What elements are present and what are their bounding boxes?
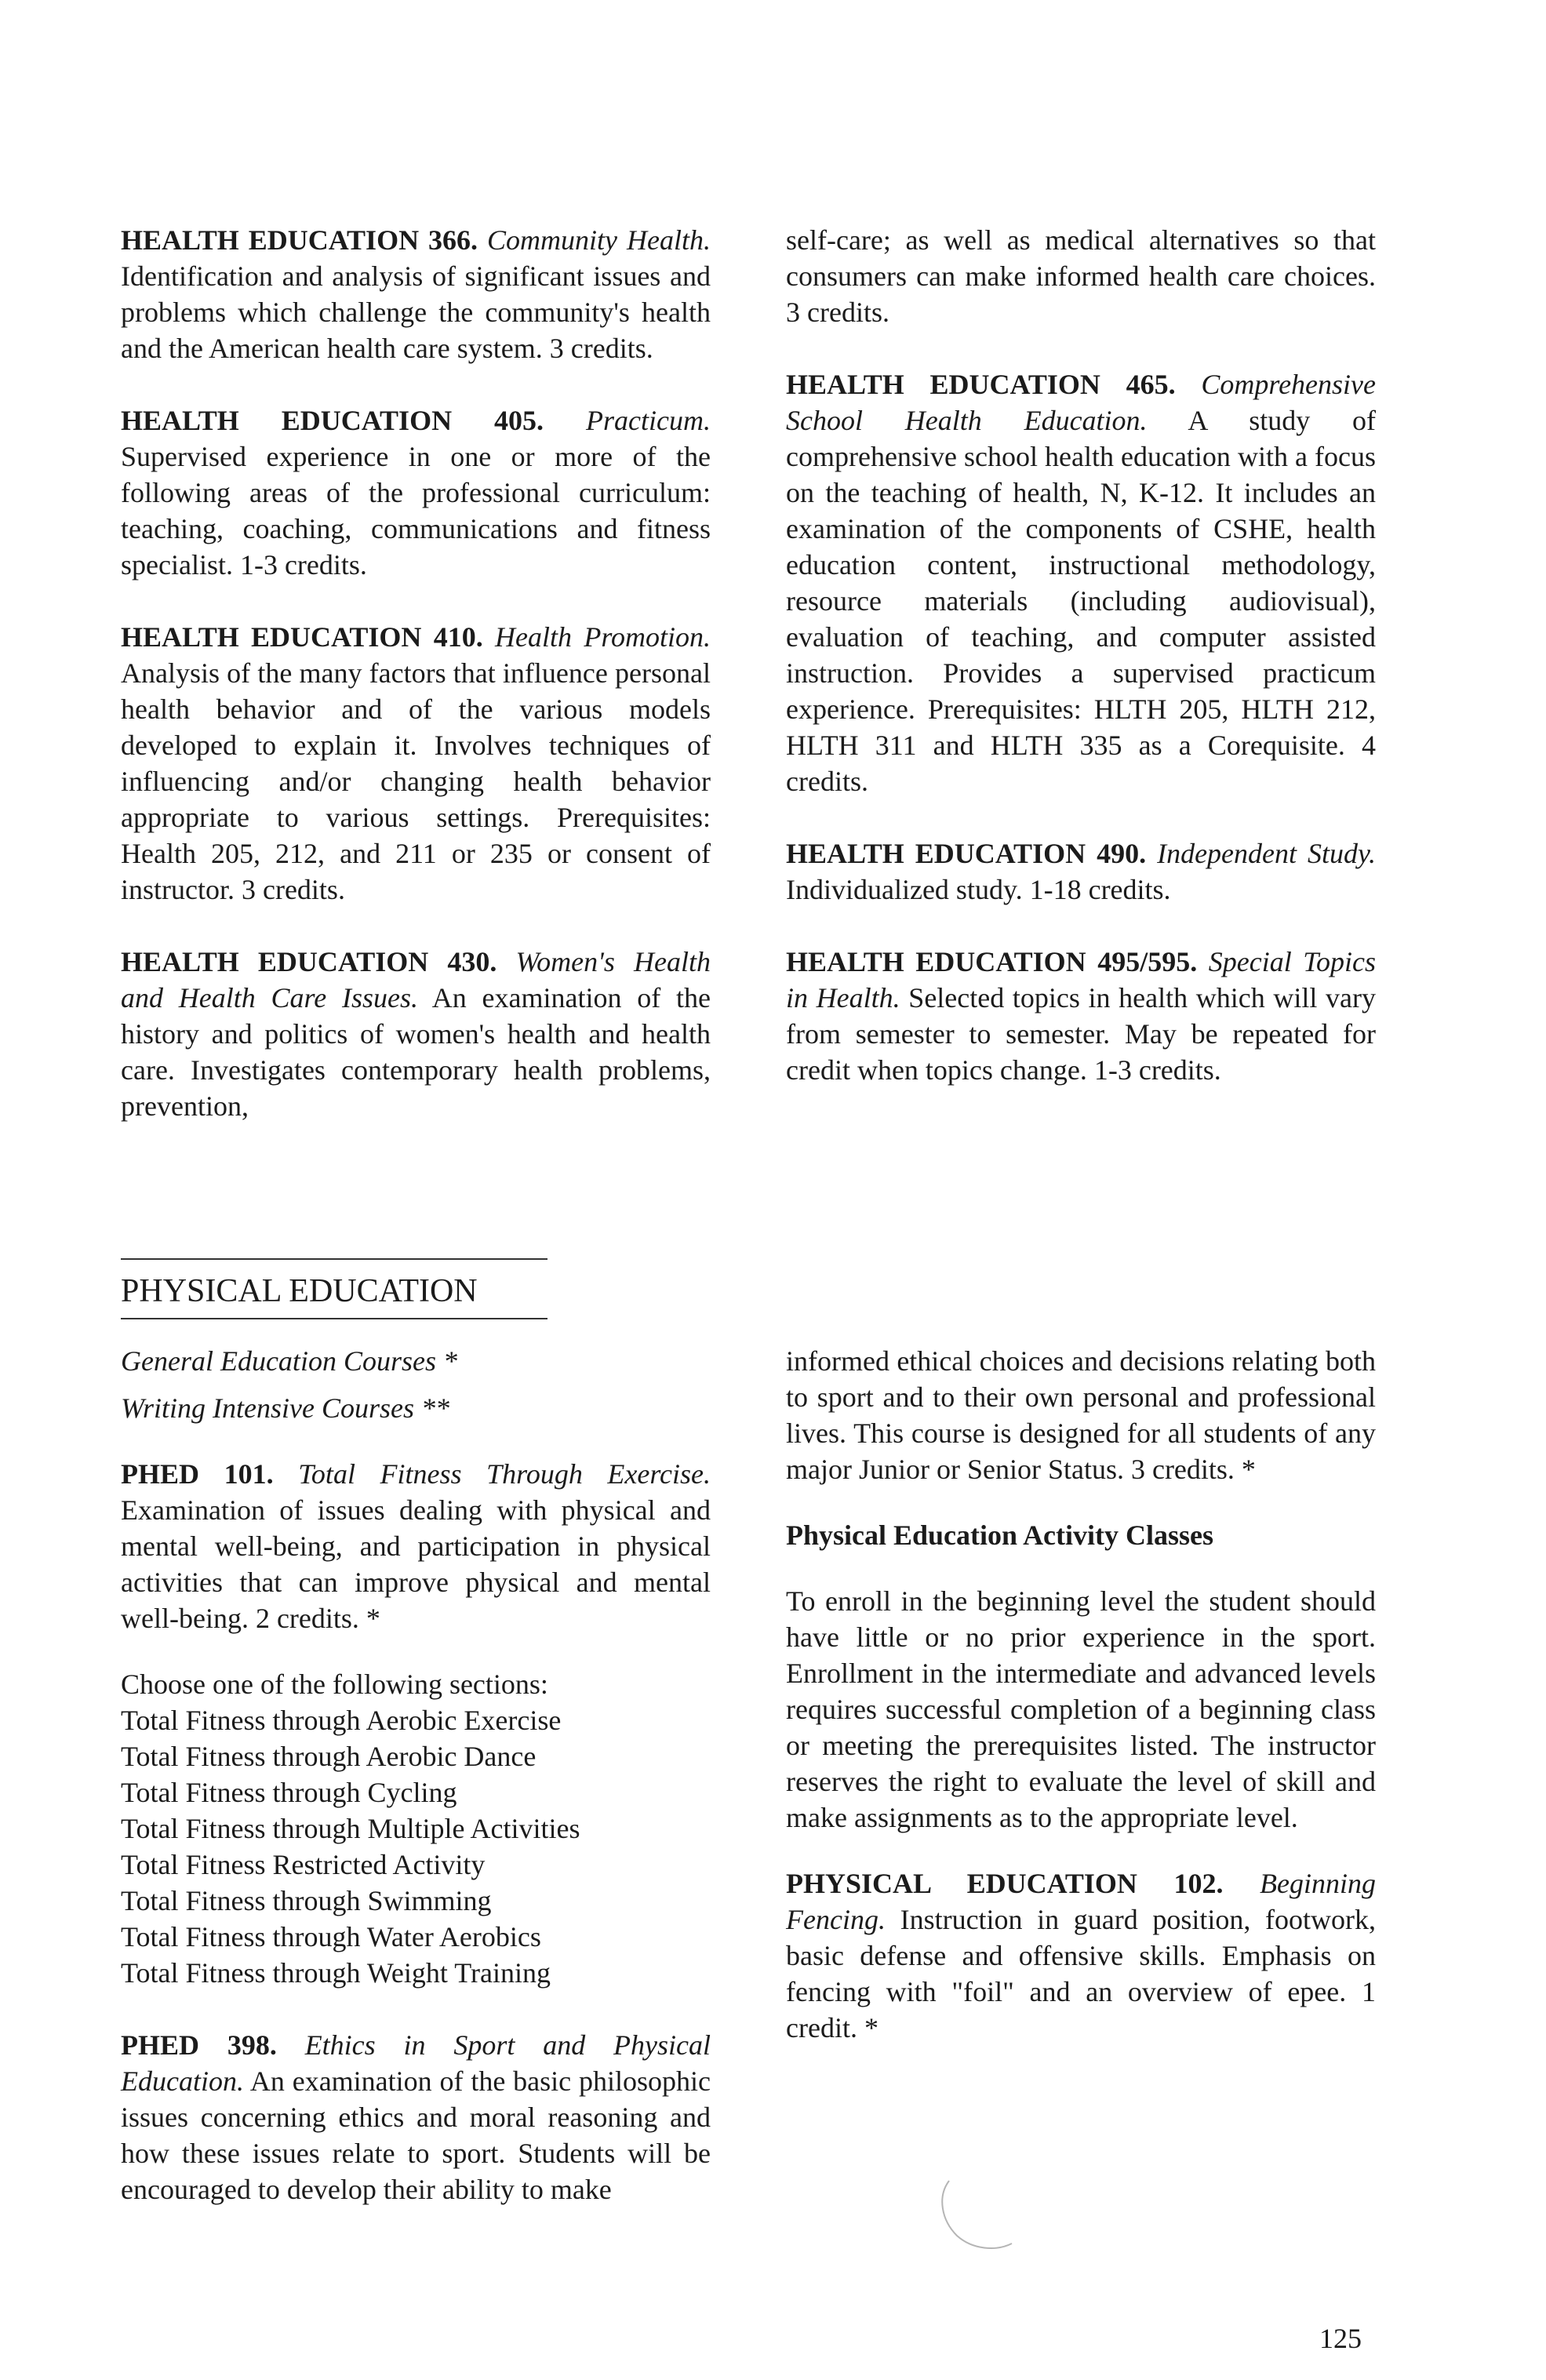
course-description: Analysis of the many factors that influence personal health behavior and of the various models developed to explain it. Involves techniques of influencing and/or changing health behavior appropriate to various settings. Prerequisites: Health 205, 212, and 211 or 235 or consent of instructor. 3 credits. [121, 657, 711, 905]
course-title: Total Fitness Through Exercise. [298, 1458, 711, 1490]
left-column-top [121, 222, 711, 1124]
left-column-bottom [121, 1343, 711, 2207]
course-pe-102 [786, 1865, 1376, 2046]
course-title: Women's Health and Health Care Issues. [121, 946, 711, 1014]
right-column-top [786, 222, 1376, 1088]
continued-text: self-care; as well as medical alternatives so that consumers can make informed health care choices. 3 credits. [786, 224, 1376, 328]
course-code: HEALTH EDUCATION 490. [786, 838, 1147, 869]
course-description: Individualized study. 1-18 credits. [786, 874, 1171, 905]
course-code: PHED 398. [121, 2029, 277, 2061]
course-title: Special Topics in Health. [786, 946, 1377, 1014]
course-title: Community Health. [487, 224, 711, 256]
section-option: Total Fitness Restricted Activity [121, 1849, 486, 1880]
course-code: HEALTH EDUCATION 410. [121, 621, 483, 653]
course-code: HEALTH EDUCATION 465. [786, 369, 1176, 400]
section-option: Total Fitness through Aerobic Exercise [121, 1705, 562, 1736]
course-title: Independent Study. [1157, 838, 1376, 869]
course-title: Practicum. [586, 405, 711, 436]
course-hlth-495 [786, 944, 1376, 1088]
activity-classes-text: To enroll in the beginning level the student should have little or no prior experience in the sport. Enrollment in the intermediate and advanced levels requires successful completion of a beginning class or meeting the prerequisites listed. The instructor reserves the right to evaluate the level of skill and make assignments as to the appropriate level. [786, 1585, 1376, 1833]
course-code: PHED 101. [121, 1458, 274, 1490]
course-hlth-366 [121, 222, 711, 366]
section-option: Total Fitness through Swimming [121, 1885, 492, 1916]
pencil-mark-icon [933, 2173, 1035, 2259]
course-title: Health Promotion. [495, 621, 711, 653]
section-option: Total Fitness through Water Aerobics [121, 1921, 541, 1952]
section-option: Total Fitness through Cycling [121, 1777, 457, 1808]
course-description: Instruction in guard position, footwork, basic defense and offensive skills. Emphasis on fencing with "foil" and an overview of epee. 1 credit. * [786, 1904, 1376, 2043]
course-hlth-410 [121, 619, 711, 908]
course-description: Supervised experience in one or more of the following areas of the professional curriculum: teaching, coaching, communications and fitness specialist. 1-3 credits. [121, 441, 711, 580]
course-title: Ethics in Sport and Physical Education. [121, 2029, 711, 2097]
course-description: Examination of issues dealing with physical and mental well-being, and participation in physical activities that can improve physical and mental well-being. 2 credits. * [121, 1494, 711, 1634]
course-code: HEALTH EDUCATION 495/595. [786, 946, 1198, 977]
course-description: An examination of the basic philosophic issues concerning ethics and moral reasoning and how these issues relate to sport. Students will be encouraged to develop their ability to make [121, 2065, 711, 2205]
section-option: Total Fitness through Multiple Activities [121, 1813, 580, 1844]
course-code: HEALTH EDUCATION 405. [121, 405, 544, 436]
section-option: Total Fitness through Weight Training [121, 1957, 551, 1989]
page-number: 125 [1319, 2323, 1362, 2354]
section-option: Total Fitness through Aerobic Dance [121, 1741, 537, 1772]
legend-gen-ed: General Education Courses * [121, 1345, 457, 1377]
legend-writing-intensive: Writing Intensive Courses ** [121, 1392, 449, 1424]
course-title: Comprehensive School Health Education. [786, 369, 1376, 436]
course-code: PHYSICAL EDUCATION 102. [786, 1868, 1224, 1899]
course-hlth-430 [121, 944, 711, 1124]
course-code: HEALTH EDUCATION 366. [121, 224, 478, 256]
course-hlth-465 [786, 366, 1376, 799]
course-hlth-490 [786, 835, 1376, 908]
section-rule [121, 1258, 547, 1260]
continued-text: informed ethical choices and decisions relating both to sport and to their own personal and professional lives. This course is designed for all students of any major Junior or Senior Status. 3 credits. * [786, 1345, 1376, 1485]
sections-list [121, 1702, 711, 1991]
course-description: An examination of the history and politics of women's health and health care. Investigates contemporary health problems, prevention, [121, 982, 711, 1122]
course-description: Identification and analysis of significant issues and problems which challenge the community's health and the American health care system. 3 credits. [121, 260, 711, 364]
course-title: Beginning Fencing. [786, 1868, 1377, 1935]
course-code: HEALTH EDUCATION 430. [121, 946, 497, 977]
course-description: A study of comprehensive school health education with a focus on the teaching of health, N, K-12. It includes an examination of the components of CSHE, health education content, instructional methodology, resource materials (including audiovisual), evaluation of teaching, and computer assisted instruction. Provides a supervised practicum experience. Prerequisites: HLTH 205, HLTH 212, HLTH 311 and HLTH 335 as a Corequisite. 4 credits. [786, 405, 1376, 797]
course-phed-101 [121, 1456, 711, 1636]
sections-intro: Choose one of the following sections: [121, 1669, 548, 1700]
activity-classes-heading: Physical Education Activity Classes [786, 1519, 1214, 1551]
right-column-bottom [786, 1343, 1376, 2046]
section-title: PHYSICAL EDUCATION [121, 1269, 547, 1319]
course-description: Selected topics in health which will vary from semester to semester. May be repeated for credit when topics change. 1-3 credits. [786, 982, 1377, 1086]
course-phed-398 [121, 2027, 711, 2207]
course-hlth-405 [121, 402, 711, 583]
